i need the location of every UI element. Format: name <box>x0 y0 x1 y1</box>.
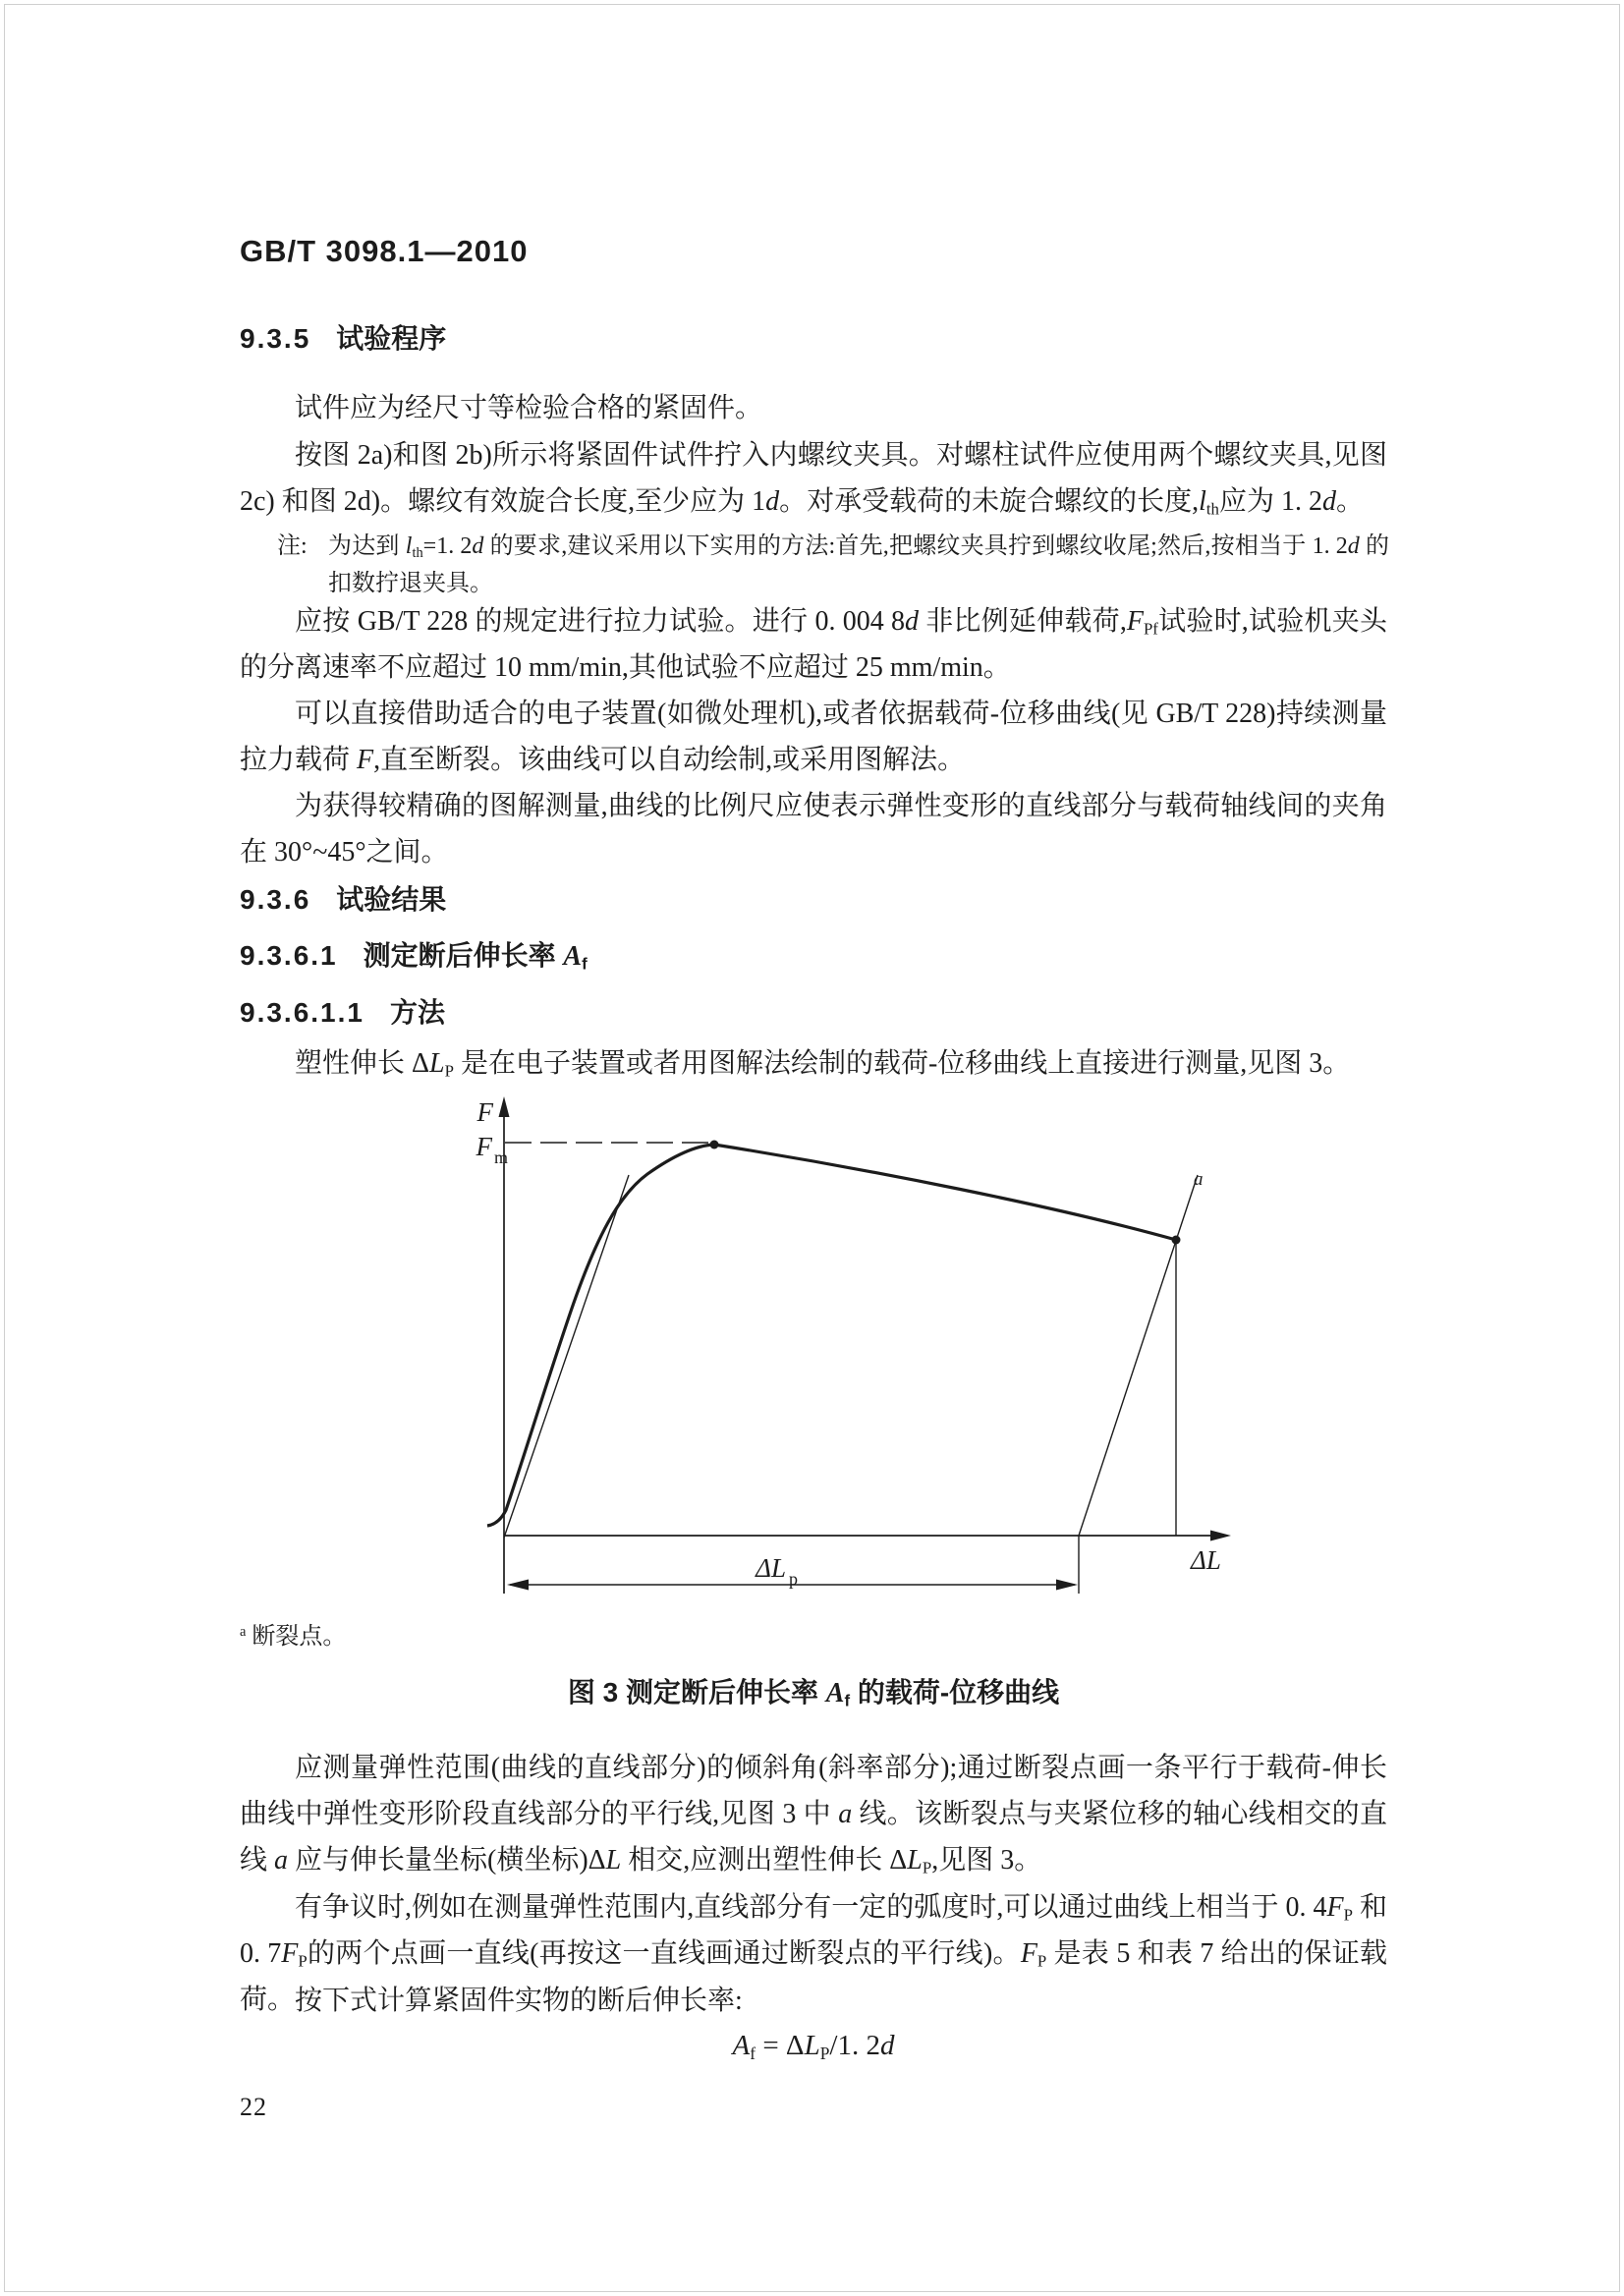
f-axis-label: F <box>476 1097 493 1127</box>
section-number: 9.3.6.1 <box>240 940 338 971</box>
dlp-dimension-arrow-right-icon <box>1056 1580 1078 1591</box>
paragraph: 试件应为经尺寸等检验合格的紧固件。 <box>295 393 763 423</box>
section-heading-9-3-5 <box>240 317 1387 357</box>
figure-caption: 图 3 测定断后伸长率 $A_f$ 的载荷-位移曲线 <box>567 1677 1060 1710</box>
figure-footnote: $^a$ 断裂点。 <box>240 1624 347 1650</box>
paragraph: 可以直接借助适合的电子装置(如微处理机),或者依据载荷-位移曲线(见 GB/T 228)持续测量拉力载荷 F,直至断裂。该曲线可以自动绘制,或采用图解法。 <box>240 699 1387 775</box>
note-block <box>277 528 1389 602</box>
section-heading-9-3-6-1-1 <box>240 991 1387 1031</box>
paragraph: 为获得较精确的图解测量,曲线的比例尺应使表示弹性变形的直线部分与载荷轴线间的夹角在 30°~45°之间。 <box>240 791 1387 868</box>
elastic-reference-line <box>504 1175 629 1538</box>
section-title: 试验结果 <box>336 884 447 915</box>
section-number: 9.3.6 <box>240 884 311 915</box>
fracture-point-marker-a: a <box>1194 1169 1204 1190</box>
dl-axis-label: ΔL <box>1191 1545 1221 1575</box>
f-axis-arrow-icon <box>499 1096 510 1117</box>
section-number: 9.3.6.1.1 <box>240 997 364 1028</box>
load-curve <box>487 1145 1176 1526</box>
page-number: 22 <box>240 2093 267 2121</box>
fm-label-subscript: m <box>494 1148 509 1167</box>
note-text: 为达到 $l_{th}=1$. 2d 的要求,建议采用以下实用的方法:首先,把螺纹夹具拧到螺纹收尾;然后,按相当于 1. 2d 的扣数拧退夹具。 <box>328 533 1389 596</box>
section-title: 测定断后伸长率 $A_f$ <box>363 940 588 974</box>
section-heading-9-3-6-1 <box>240 934 1387 974</box>
paragraph: 应按 GB/T 228 的规定进行拉力试验。进行 0. 004 8d 非比例延伸载荷$,F_{Pf}$试验时,试验机夹头的分离速率不应超过 10 mm/min,其他试验不应超过 25 mm/min。 <box>240 606 1387 683</box>
elongation-formula: $A_f = \Delta L_P/1$. 2d <box>732 2030 895 2063</box>
figure-3-load-displacement-curve <box>413 1076 1307 1616</box>
paragraph: 按图 2a)和图 2b)所示将紧固件试件拧入内螺纹夹具。对螺柱试件应使用两个螺纹夹具,见图 2c) 和图 2d)。螺纹有效旋合长度,至少应为 1d。对承受载荷的未旋合螺纹的长度$,l_{th}$应为 1. 2d。 <box>240 440 1387 519</box>
section-heading-9-3-6 <box>240 878 1387 918</box>
fm-label: F <box>476 1132 492 1161</box>
paragraph: 应测量弹性范围(曲线的直线部分)的倾斜角(斜率部分);通过断裂点画一条平行于载荷-伸长曲线中弹性变形阶段直线部分的平行线,见图 3 中 a 线。该断裂点与夹紧位移的轴心线相交的直线 a 应与伸长量坐标(横坐标)ΔL 相交,应测出塑性伸长 $\Delta L_P$,见图 3。 <box>240 1753 1387 1877</box>
doc-number: GB/T 3098.1—2010 <box>240 234 529 268</box>
fm-peak-dot <box>710 1141 719 1149</box>
section-title: 试验程序 <box>336 323 447 354</box>
dlp-dimension-arrow-left-icon <box>507 1580 529 1591</box>
paragraph: 有争议时,例如在测量弹性范围内,直线部分有一定的弧度时,可以通过曲线上相当于 0. $4F_P$ 和 0. $7F_P$的两个点画一直线(再按这一直线画通过断裂点的平行线)。$F_P$ 是表 5 和表 7 给出的保证载荷。 <box>240 1892 1387 2015</box>
section-number: 9.3.5 <box>240 323 311 354</box>
paragraph: 塑性伸长 $\Delta L_P$ 是在电子装置或者用图解法绘制的载荷-位移曲线上直接进行测量,见图 3。 <box>295 1048 1351 1081</box>
paragraph: 按下式计算紧固件实物的断后伸长率: <box>295 1986 743 2016</box>
section-title: 方法 <box>389 997 445 1028</box>
dlp-label-subscript: p <box>789 1569 798 1589</box>
dlp-label: ΔL <box>756 1553 786 1583</box>
dl-axis-arrow-icon <box>1210 1531 1231 1541</box>
note-label: 注: <box>277 533 308 559</box>
